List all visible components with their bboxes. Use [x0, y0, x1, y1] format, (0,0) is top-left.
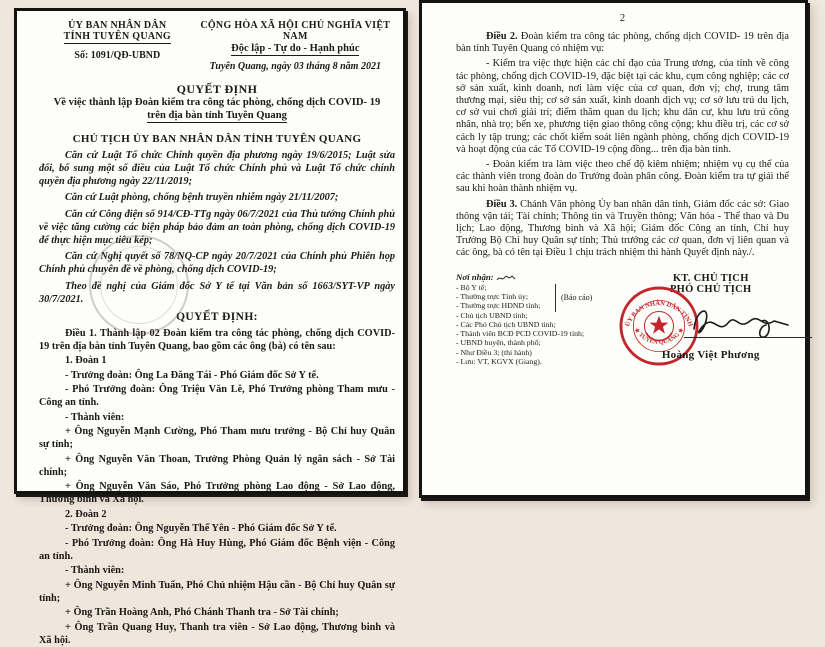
article-1-label: Điều 1.: [65, 327, 97, 339]
preamble-clause: Căn cứ Công điện số 914/CĐ-TTg ngày 06/7/2021 của Thủ tướng Chính phủ về việc tăng cường các biện pháp bảo đảm an toàn phòng, chống dịch COVID-19 để thực hiện mục tiêu kép;: [39, 208, 395, 246]
recipients-label: Nơi nhận:: [456, 273, 632, 283]
signer-title-line1: KT. CHỦ TỊCH: [672, 272, 749, 284]
document-page-2: [419, 0, 808, 498]
issuing-agency-line1: ỦY BAN NHÂN DÂN: [68, 20, 167, 31]
page-number: 2: [619, 13, 626, 24]
signature-block: [624, 272, 789, 403]
recipients-block: [456, 273, 632, 403]
team1-member: - Thành viên:: [65, 411, 125, 423]
article-1: [39, 327, 395, 647]
pen-flick-scribble: [496, 273, 516, 283]
recipient-item: - Thường trực Tỉnh ủy;: [456, 291, 529, 301]
svg-text:★ TUYÊN QUANG ★: ★ TUYÊN QUANG ★: [633, 326, 686, 346]
team2-member: - Thành viên:: [65, 565, 125, 576]
article-2-label: Điều 2.: [486, 31, 518, 42]
recipient-item: - Lưu: VT, KGVX (Giang).: [456, 357, 542, 367]
document-subtitle-line1: Về việc thành lập Đoàn kiểm tra công tác phòng, chống dịch COVID- 19: [53, 97, 381, 108]
team1-member: - Trưởng đoàn: Ông La Đăng Tái - Phó Giám đốc Sở Y tế.: [65, 369, 319, 381]
team1-member: - Phó Trưởng đoàn: Ông Triệu Văn Lê, Phó Trưởng phòng Tham mưu - Công an tỉnh.: [39, 384, 395, 408]
issuing-agency-line2: TỈNH TUYÊN QUANG: [63, 31, 172, 42]
document-title: QUYẾT ĐỊNH: [176, 82, 258, 96]
preamble-clause: Căn cứ Luật phòng, chống bệnh truyền nhiễm ngày 21/11/2007;: [65, 192, 339, 203]
signer-title-line2: PHÓ CHỦ TỊCH: [669, 284, 752, 296]
decision-heading: QUYẾT ĐỊNH:: [176, 310, 258, 323]
national-header: CỘNG HÒA XÃ HỘI CHỦ NGHĨA VIỆT NAM: [200, 20, 391, 42]
handwritten-signature: [666, 291, 806, 353]
document-subtitle-line2: trên địa bàn tỉnh Tuyên Quang: [147, 109, 287, 121]
team2-member: - Trưởng đoàn: Ông Nguyễn Thế Yên - Phó Giám đốc Sở Y tế.: [65, 523, 337, 534]
page2-body: [456, 31, 789, 260]
recipient-item: - Các Phó Chủ tịch UBND tỉnh;: [456, 319, 556, 329]
team1-member: + Ông Nguyễn Văn Sáo, Phó Trưởng phòng Lao động - Sở Lao động, Thương binh và Xã hội.: [39, 481, 395, 505]
document-page-1: [14, 8, 406, 646]
recipient-item: - Chủ tịch UBND tỉnh;: [456, 310, 528, 320]
recipient-item: - UBND huyện, thành phố;: [456, 338, 541, 348]
recipient-item: - Thường trực HĐND tỉnh;: [456, 301, 541, 311]
article-2-item: - Đoàn kiểm tra làm việc theo chế độ kiêm nhiệm; nhiệm vụ cụ thể của các thành viên trong đoàn do Trưởng đoàn phân công. Đoàn kiểm tra tự giải thể sau khi hoàn thành nhiệm vụ.: [456, 159, 789, 195]
team2-heading: 2. Đoàn 2: [65, 508, 107, 520]
svg-text:ỦY BAN NHÂN DÂN TỈNH: ỦY BAN NHÂN DÂN TỈNH: [624, 299, 695, 328]
signature-underline: [684, 337, 812, 338]
national-motto: Độc lập - Tự do - Hạnh phúc: [231, 43, 360, 54]
article-2-item: - Kiểm tra việc thực hiện các chỉ đạo của Trung ương, của tỉnh về công tác phòng, chống dịch COVID-19, đặc biệt tại các khu, cụm công nghiệp; các cơ sở sản xuất, kinh doanh, nơi làm việc của cơ quan, đơn vị; chợ, trung tâm thương mại, siêu thị; cơ sở sản xuất, kinh doanh dịch vụ; cơ sở lưu trú du lịch, cơ sở vui chơi giải trí; điểm thăm quan du lịch; khu dân cư, khu lưu trú công nhân, nhà trọ; bến xe, phương tiện giao thông công cộng; khu điều trị, các cơ sở cách ly tập trung; các chốt kiểm soát liên ngành phòng, chống dịch COVID-19 và hoạt động của các Tổ COVID-19 cộng đồng... trên địa bàn tỉnh.: [456, 58, 789, 155]
page2-footer: [456, 273, 789, 403]
page1-header: [39, 20, 395, 72]
team2-member: - Phó Trưởng đoàn: Ông Hà Huy Hùng, Phó Giám đốc Bệnh viện - Công an tỉnh.: [39, 537, 395, 562]
signer-name: Hoàng Việt Phương: [661, 348, 760, 361]
recipient-item: - Như Điều 3; (thi hành): [456, 347, 532, 357]
place-date-line: Tuyên Quang, ngày 03 tháng 8 năm 2021: [209, 61, 381, 72]
article-3-label: Điều 3.: [486, 198, 518, 210]
article-1-intro: Điều 1. Thành lập 02 Đoàn kiểm tra công tác phòng, chống dịch COVID-19 trên địa bàn tỉnh Tuyên Quang, bao gồm các ông (bà) có tên sau:: [39, 327, 395, 352]
preamble-clause: Căn cứ Luật Tổ chức Chính quyền địa phương ngày 19/6/2015; Luật sửa đổi, bổ sung một số điều của Luật Tổ chức Chính phủ và Luật Tổ chức chính quyền địa phương ngày 22/11/2019;: [39, 149, 395, 187]
document-number: Số: 1091/QĐ-UBND: [74, 50, 161, 61]
report-bracket-line: [555, 284, 556, 312]
article-2-intro: Điều 2. Đoàn kiểm tra công tác phòng, chống dịch COVID- 19 trên địa bàn tỉnh Tuyên Quang có nhiệm vụ:: [456, 31, 789, 55]
team2-member: + Ông Trần Hoàng Anh, Phó Chánh Thanh tra - Sở Tài chính;: [65, 607, 339, 618]
team1-member: + Ông Nguyễn Văn Thoan, Trưởng Phòng Quản lý ngân sách - Sở Tài chính;: [39, 453, 395, 478]
preamble: [39, 149, 395, 306]
issuing-authority: CHỦ TỊCH ỦY BAN NHÂN DÂN TỈNH TUYÊN QUANG: [72, 133, 362, 145]
team1-member: + Ông Nguyễn Mạnh Cường, Phó Tham mưu trưởng - Bộ Chỉ huy Quân sự tỉnh;: [39, 426, 395, 450]
recipient-item: - Thành viên BCĐ PCD COVID-19 tỉnh;: [456, 329, 585, 339]
preamble-clause: Theo đề nghị của Giám đốc Sở Y tế tại Văn bản số 1663/SYT-VP ngày 30/7/2021.: [39, 280, 395, 305]
preamble-clause: Căn cứ Nghị quyết số 78/NQ-CP ngày 20/7/2021 của Chính phủ Phiên họp Chính phủ chuyên đề về phòng, chống dịch COVID-19;: [39, 251, 395, 275]
team2-member: + Ông Nguyễn Minh Tuấn, Phó Chủ nhiệm Hậu cần - Bộ Chỉ huy Quân sự tỉnh;: [39, 579, 395, 604]
report-note: (Báo cáo): [561, 292, 593, 302]
article-3: Điều 3. Chánh Văn phòng Ủy ban nhân dân tỉnh, Giám đốc các sở: Giao thông vận tải; Tài chính; Thông tin và Truyền thông; Văn hóa - Thể thao và Du lịch; Lao động, Thương binh và Xã hội; Giám đốc Công an tỉnh, Chỉ huy Trưởng Bộ Chỉ huy Quân sự tỉnh; Thủ trưởng các cơ quan, đơn vị liên quan và các ông, bà có tên tại Điều 1 chịu trách nhiệm thi hành Quyết định này./.: [456, 198, 789, 259]
team2-member: + Ông Trần Quang Huy, Thanh tra viên - Sở Lao động, Thương binh và Xã hội.: [39, 621, 395, 646]
team1-heading: 1. Đoàn 1: [65, 355, 107, 366]
recipient-item: - Bộ Y tế;: [456, 282, 487, 292]
